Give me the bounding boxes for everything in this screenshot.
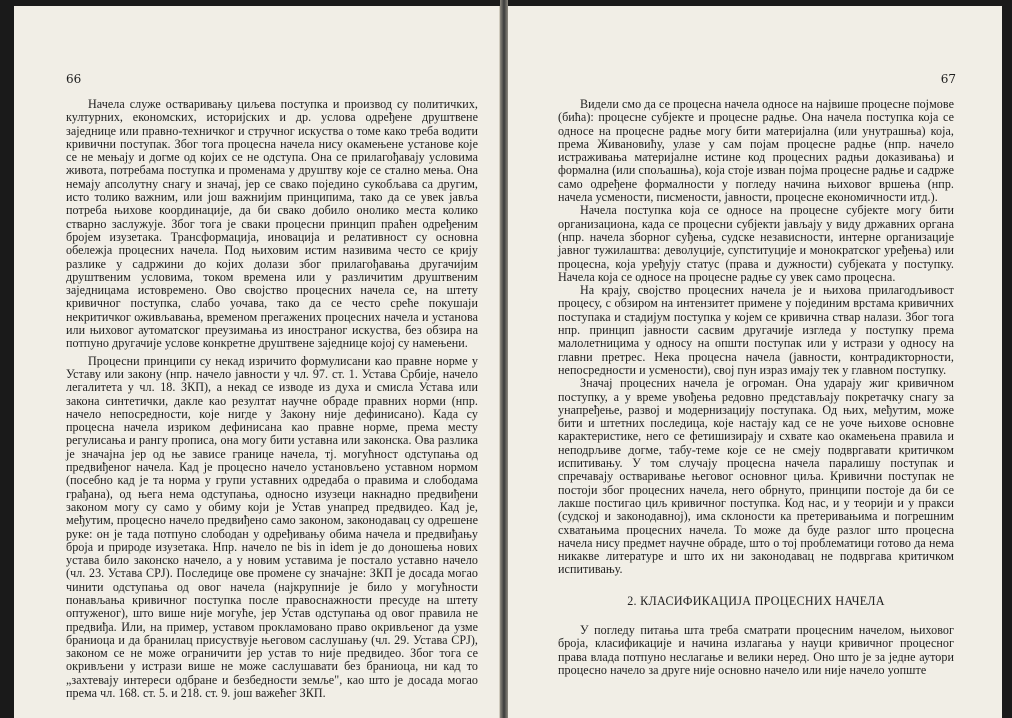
paragraph: Начела поступка која се односе на процесне субјекте могу бити организациона, када се процесни субјекти јављају у виду државних органа (нпр. начела зборног суђења, судске независности, интерне организације јавног тужилаштва: деволуције, супституције и монократског уређења) или процесна, која уређују статус (права и дужности) субјеката у поступку. Начела која се односе на процесне радње су увек само процесна.	[558, 203, 954, 284]
paragraph: На крају, својство процесних начела је и њихова прилагодљивост процесу, с обзиром на интензитет примене у појединим врстама кривичних поступака и стадијум поступка у којем се кривична ствар налази. Због тога нпр. принцип јавности сасвим другачије изгледа у поступку према малолетницима у односу на општи поступак или у истрази у односу на главни претрес. Нека процесна начела (јавности, контрадикторности, непосредности и усмености), свој пун израз имају тек у главном поступку.	[558, 283, 954, 377]
right-page-body	[558, 98, 954, 677]
page-number: 66	[66, 72, 82, 86]
section-heading: 2. КЛАСИФИКАЦИЈА ПРОЦЕСНИХ НАЧЕЛА	[627, 593, 885, 608]
page-number: 67	[940, 72, 956, 86]
left-page	[14, 6, 500, 718]
paragraph: Процесни принципи су некад изричито формулисани као правне норме у Уставу или закону (нпр. начело јавности у чл. 97. ст. 1. Устава Србије, начело легалитета у чл. 18. ЗКП), а некад се изводе из духа и смисла Устава или закона синтетички, дакле као резултат научне обраде правних норми (нпр. начело непосредности, које нигде у Закону није дефинисано). Када су процесна начела изриком дефинисана као правне норме, према месту регулисања и рангу прописа, она могу бити уставна или законска. Ова разлика је значајна јер од ње зависе границе начела, тј. могућност одступања од предвиђеног начела. Кад је процесно начело установљено уставном нормом (посебно кад је та норма у групи уставних одредаба о правима и слободама грађана), од њега нема одступања, односно изузеци накнадно предвиђени законом могу су само у обиму који је Устав унапред предвидео. Кад је, међутим, процесно начело предвиђено само законом, законодавац су одрешене руке: он је тада потпуно слободан у одређивању обима начела и предвиђању броја и природе изузетака. Нпр. начело ne bis in idem је до доношења нових устава било законско начело, а у новим уставима је постало уставно начело (чл. 23. Устава СРЈ). Последице ове промене су значајне: ЗКП је досада могао чинити одступања од овог начела (најкрупније је било у могућности понављања кривичног поступка после правоснажности пресуде на штету оптуженог), што више није могуће, јер Устав одступања од овог правила не предвиђа. Или, на пример, уставом прокламовано право окривљеног да узме браниоца и да бранилац присуствује његовом саслушању (чл. 29. Устава СРЈ), законом се не може ограничити јер устав то није предвидео. Због тога се окривљени у истрази више не може саслушавати без браниоца, ни кад то „захтевају интереси одбране и безбедности земље", као што је досада могао према чл. 168. ст. 5. и 218. ст. 9. још важећег ЗКП.	[66, 353, 478, 701]
paragraph: Видели смо да се процесна начела односе на највише процесне појмове (бића): процесне субјекте и процесне радње. Она начела поступка која се односе на процесне радње могу бити материјална (или унутрашња) која, према Живановићу, улазе у сам појам процесне радње (нпр. начело истраживања материјалне истине код процесних радњи доказивања) и формална (или спољашња), која стоје изван појма процесне радње и садрже само одређене формалности у погледу начина њиховог вршења (нпр. начела усмености, писмености, јавности, процесне економичности итд.).	[558, 97, 954, 205]
paragraph: Значај процесних начела је огроман. Она ударају жиг кривичном поступку, а у време увођења редовно представљају покретачку снагу за унапређење, развој и модернизацију поступака. Од њих, међутим, може бити и штетних последица, које настају кад се не уоче њихове основне карактеристике, него се фетишизирају и схвате као окамењена правила и неподрљиве догме, табу-теме које се не смеју подвргавати критичком испитивању. У том случају процесна начела паралишу поступак и спречавају остваривање његовог основног циља. Кривични поступак не постоји због процесних начела, него обрнуто, принципи постоје да би се лакше постигао циљ кривичног поступка. Код нас, и у теорији и у пракси (судској и законодавној), има склоности ка претеривањима и погрешним схватањима процесних начела. То може да буде разлог што процесна начела нису предмет научне обраде, што о тој проблематици готово да нема никакве литературе и што их ни законодавац не подвргава критичком испитивању.	[558, 376, 954, 577]
book-gutter	[500, 0, 508, 718]
paragraph: У погледу питања шта треба сматрати процесним начелом, њиховог броја, класификације и начина излагања у науци кривичног процесног права влада потпуно неслагање и велики неред. Оно што је за једне аутори процесно начело за друге није основно начело или није начело уопште	[558, 622, 954, 677]
right-page	[508, 6, 1002, 718]
left-page-body	[66, 98, 478, 700]
paragraph: Начела служе остваривању циљева поступка и производ су политичких, културних, економских, историјских и др. услова одређене друштвене заједнице или правно-техничког и стручног искуства о томе како треба водити кривични поступак. Због тога процесна начела нису окамењене установе које се не мењају и догме од којих се не одступа. Она се прилагођавају условима живота, потребама поступка и променама у друштву које се стално мења. Она немају апсолутну снагу и значај, јер се свако поједино сукобљава са другим, исто толико важним, или још важнијим принципима, тако да се увек јавља потреба њихове координације, да би свако добило онолико места колико стварно заслужује. Због тога је сваки процесни принцип праћен одређеним бројем изузетака. Трансформација, иновација и релативност су основна обележја процесних начела. Под њиховим истим називима често се крију разлике у садржини до којих долази због прилагођавања другачијим друштвеним условима, током времена или у различитим друштвеним заједницама истовремено. Ово својство процесних начела се, на штету кривичног поступка, слабо уочава, тако да се често среће покушаји некритичког оживљавања, временом прегажених процесних начела и установа или њиховог аутоматског преузимања из иностраног искуства, без обзира на потпуно другачије услове конкретне друштвене заједнице којој су намењени.	[66, 97, 478, 351]
